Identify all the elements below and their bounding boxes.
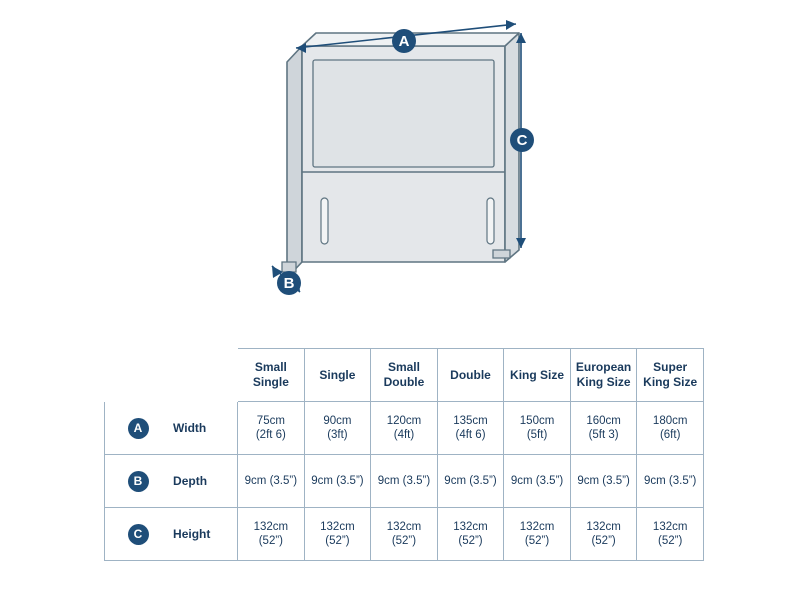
cell-line1: 75cm (256, 414, 285, 427)
marker-c (510, 128, 534, 152)
table-header-row (105, 349, 704, 402)
table-cell (437, 402, 504, 455)
table-cell (570, 455, 637, 508)
table-row (105, 402, 704, 455)
row-label: Height (171, 508, 238, 561)
marker-a (392, 29, 416, 53)
cell-line1: 135cm (453, 414, 488, 427)
dimensions-table (104, 348, 704, 561)
cell-line2: (52”) (391, 535, 417, 547)
corner-cell-marker (105, 349, 172, 402)
cell-line1: 132cm (453, 520, 488, 533)
table-cell (304, 508, 371, 561)
cell-line1: 180cm (652, 414, 688, 427)
table-cell (637, 402, 704, 455)
column-header-line2: King Size (643, 375, 698, 389)
cell-line2: (4ft 6) (455, 429, 486, 441)
cell-line2: (3ft) (327, 429, 348, 441)
cell-line1: 150cm (519, 414, 555, 427)
table-cell (371, 455, 438, 508)
row-marker (105, 402, 172, 455)
headboard-shape (282, 33, 519, 278)
column-header-line2: King Size (576, 375, 631, 389)
table-cell (504, 455, 571, 508)
cell-line1: 9cm (3.5”) (377, 474, 431, 487)
badge-a: A (128, 418, 149, 439)
column-header (371, 349, 438, 402)
cell-line1: 132cm (652, 520, 688, 533)
table-cell (637, 508, 704, 561)
table-cell (238, 402, 305, 455)
marker-c-label: C (516, 132, 528, 149)
dimensions-table-container (104, 348, 704, 561)
cell-line1: 132cm (320, 520, 355, 533)
cell-line2: (2ft 6) (255, 429, 286, 441)
row-label: Width (171, 402, 238, 455)
cell-line2: (52”) (591, 535, 616, 547)
column-header-line1: King Size (510, 367, 565, 382)
row-marker (105, 508, 172, 561)
column-header (570, 349, 637, 402)
cell-line2: (52”) (524, 535, 550, 547)
cell-line1: 9cm (3.5”) (444, 474, 497, 487)
column-header-line1: Super (653, 360, 688, 374)
cell-line2: (52”) (658, 535, 683, 547)
table-cell (570, 402, 637, 455)
table-cell (304, 455, 371, 508)
table-cell (504, 508, 571, 561)
cell-line1: 132cm (586, 520, 621, 533)
table-cell (570, 508, 637, 561)
cell-line2: (4ft) (393, 429, 415, 441)
column-header-line1: Small (254, 360, 287, 374)
corner-cell-label (171, 349, 238, 402)
column-header (437, 349, 504, 402)
column-header-line1: Single (319, 367, 356, 382)
column-header-line1: European (575, 360, 632, 374)
cell-line1: 132cm (519, 520, 555, 533)
column-header-line1: Double (450, 367, 491, 382)
table-cell (238, 508, 305, 561)
cell-line1: 9cm (3.5”) (311, 474, 364, 487)
marker-b-label: B (283, 275, 295, 292)
cell-line1: 120cm (386, 414, 422, 427)
badge-c: C (128, 524, 149, 545)
cell-line1: 132cm (386, 520, 422, 533)
cell-line1: 90cm (323, 414, 352, 427)
cell-line2: (5ft) (526, 429, 548, 441)
column-header (637, 349, 704, 402)
table-cell (504, 402, 571, 455)
cell-line1: 9cm (3.5”) (510, 474, 564, 487)
cell-line1: 9cm (3.5”) (577, 474, 630, 487)
table-cell (371, 402, 438, 455)
table-cell (238, 455, 305, 508)
cell-line1: 9cm (3.5”) (643, 474, 697, 487)
column-header-line2: Double (383, 375, 425, 389)
column-header (304, 349, 371, 402)
cell-line2: (52”) (325, 535, 350, 547)
table-cell (437, 455, 504, 508)
cell-line1: 132cm (253, 520, 289, 533)
badge-b: B (128, 471, 149, 492)
cell-line1: 160cm (586, 414, 621, 427)
marker-a-label: A (398, 33, 410, 50)
row-marker (105, 455, 172, 508)
cell-line1: 9cm (3.5”) (244, 474, 298, 487)
table-row (105, 508, 704, 561)
column-header-line1: Small (387, 360, 420, 374)
cell-line2: (6ft) (659, 429, 681, 441)
column-header (504, 349, 571, 402)
table-cell (304, 402, 371, 455)
cell-line2: (5ft 3) (588, 429, 619, 441)
column-header-line2: Single (252, 375, 289, 389)
cell-line2: (52”) (258, 535, 283, 547)
table-row (105, 455, 704, 508)
row-label: Depth (171, 455, 238, 508)
table-cell (371, 508, 438, 561)
marker-b (277, 271, 301, 295)
cell-line2: (52”) (458, 535, 483, 547)
column-header (238, 349, 305, 402)
table-cell (637, 455, 704, 508)
table-cell (437, 508, 504, 561)
